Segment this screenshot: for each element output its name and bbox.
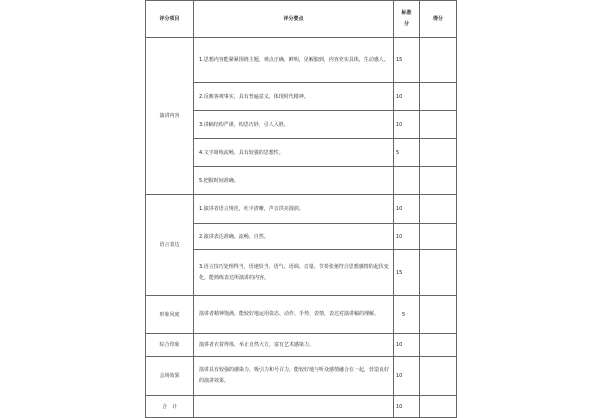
criterion-text: 2.演讲表达准确、流畅、自然。	[194, 224, 394, 250]
category-content: 演讲内容	[146, 38, 194, 195]
criterion-text: 3.语言技巧处理得当，语速恰当，语气、语调、音量、节奏张弛符合思想感情的起伏变化，能熟练表达所演讲的内容。	[194, 250, 394, 296]
criterion-text: 4.文字简练流畅，具有较强的思想性。	[194, 139, 394, 167]
total-score-cell[interactable]	[420, 396, 457, 418]
criterion-text: 演讲者衣着得体，举止自然大方，富有艺术感染力。	[194, 334, 394, 357]
table-row	[146, 38, 457, 83]
table-row	[146, 357, 457, 396]
table-row	[146, 296, 457, 334]
score-cell[interactable]	[420, 334, 457, 357]
standard-score: 10	[394, 111, 420, 139]
total-row	[146, 396, 457, 418]
criterion-text: 3.讲稿结构严谨，构思巧妙，引人入胜。	[194, 111, 394, 139]
criterion-text: 1.思想内容能紧紧围绕主题，观点正确、鲜明，见解独到，内容充实具体，生动感人。	[194, 38, 394, 83]
standard-score: 10	[394, 195, 420, 224]
standard-score: 15	[394, 38, 420, 83]
standard-score: 15	[394, 250, 420, 296]
score-cell[interactable]	[420, 111, 457, 139]
criterion-text: 演讲者精神饱满，能较好地运用姿态、动作、手势、表情，表达对演讲稿的理解。	[194, 296, 394, 334]
header-score: 得分	[420, 1, 457, 38]
header-points: 评分要点	[194, 1, 394, 38]
header-project: 评分项目	[146, 1, 194, 38]
score-cell[interactable]	[420, 224, 457, 250]
standard-score	[394, 167, 420, 195]
standard-score: 10	[394, 334, 420, 357]
category-language: 语言表达	[146, 195, 194, 296]
header-row	[146, 1, 457, 38]
category-venue-effect: 会场效果	[146, 357, 194, 396]
standard-score: 5	[394, 139, 420, 167]
score-cell[interactable]	[420, 357, 457, 396]
standard-score: 5	[394, 296, 420, 334]
total-label: 合 计	[146, 396, 194, 418]
score-cell[interactable]	[420, 139, 457, 167]
total-points-cell	[194, 396, 394, 418]
criterion-text: 演讲具有较强的感染力、吸引力和号召力，能较好地与听众感情融合在一起，营造良好的演讲效果。	[194, 357, 394, 396]
criterion-text: 1.演讲者语言规范，吐字清晰，声音洪亮圆润。	[194, 195, 394, 224]
scoring-sheet	[145, 0, 456, 410]
score-cell[interactable]	[420, 83, 457, 111]
table-row	[146, 195, 457, 224]
score-cell[interactable]	[420, 167, 457, 195]
standard-score: 10	[394, 357, 420, 396]
standard-score: 10	[394, 224, 420, 250]
score-cell[interactable]	[420, 195, 457, 224]
total-standard-score: 10	[394, 396, 420, 418]
score-cell[interactable]	[420, 250, 457, 296]
criterion-text: 5.把握时间准确。	[194, 167, 394, 195]
table-row	[146, 334, 457, 357]
scoring-table	[145, 0, 457, 418]
score-cell[interactable]	[420, 38, 457, 83]
score-cell[interactable]	[420, 296, 457, 334]
criterion-text: 2.反映客观事实，具有普遍意义，体现时代精神。	[194, 83, 394, 111]
category-presence: 形象风度	[146, 296, 194, 334]
header-standard: 标准分	[394, 1, 420, 38]
category-overall: 综合印象	[146, 334, 194, 357]
standard-score: 10	[394, 83, 420, 111]
